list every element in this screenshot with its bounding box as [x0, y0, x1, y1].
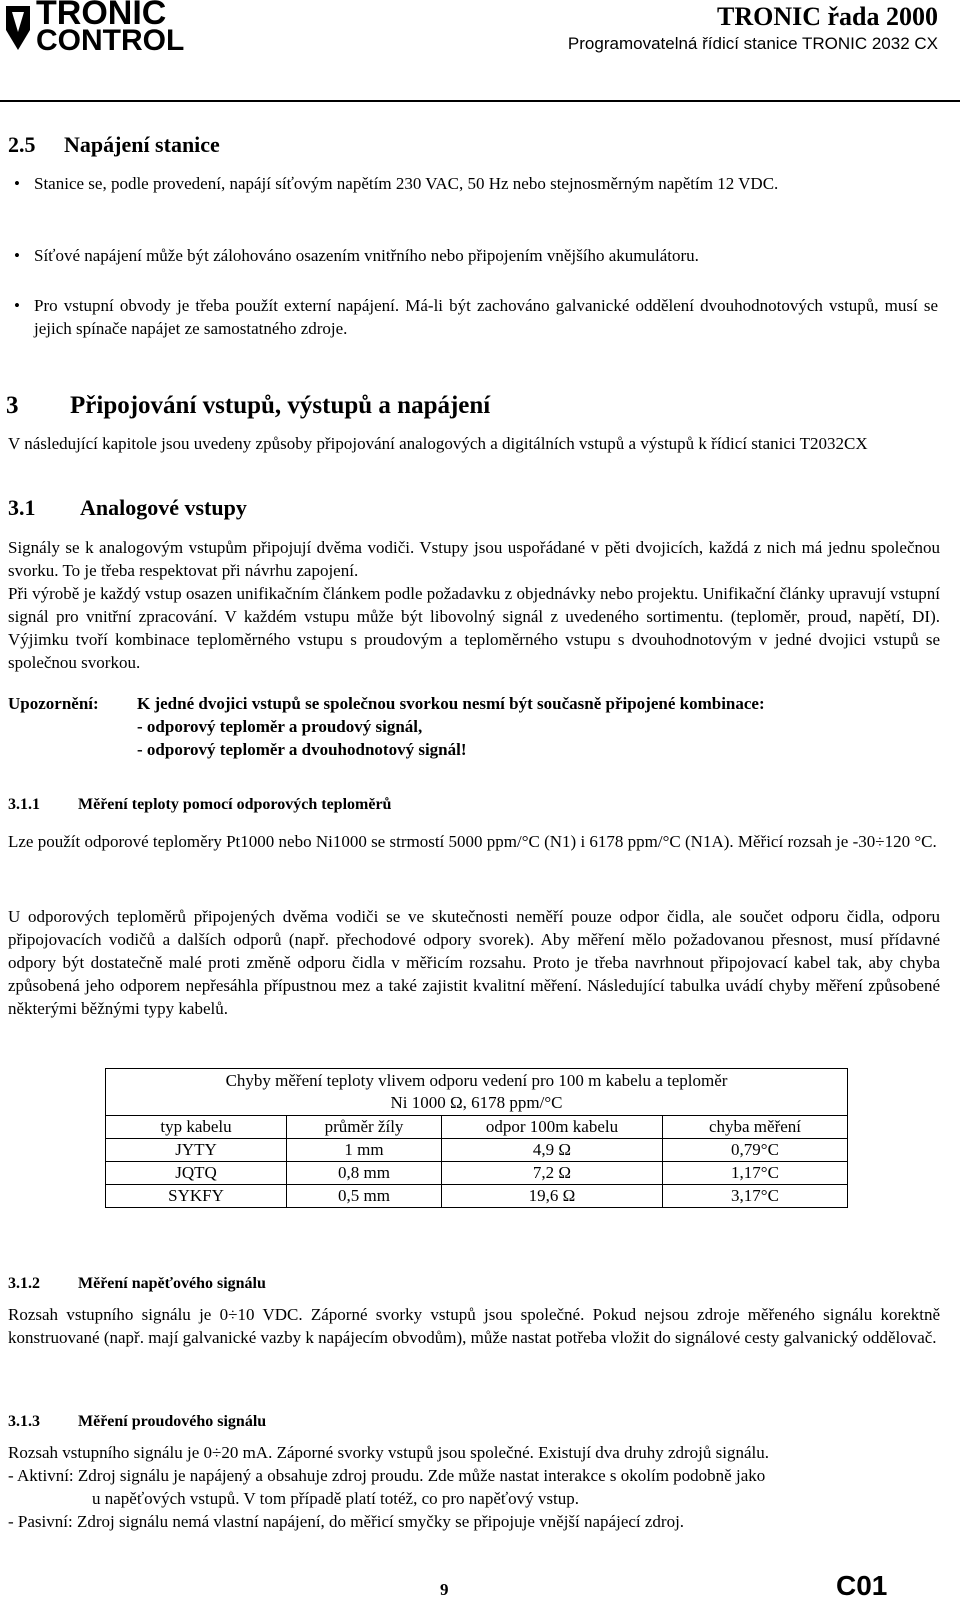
bullet-item: • Pro vstupní obvody je třeba použít externí napájení. Má-li být zachováno galvanické oddělení dvouhodnotových vstupů, musí se jejich spínače napájet ze samostatného zdroje.: [14, 296, 938, 338]
section-title: Napájení stanice: [64, 132, 220, 157]
warning-text: K jedné dvojici vstupů se společnou svorkou nesmí být současně připojené kombinace: - odporový teploměr a proudový signál, - odporový teploměr a dvouhodnotový signál!: [137, 694, 765, 759]
logo-text-tronic: TRONIC: [36, 0, 167, 32]
list-item-passive: - Pasivní: Zdroj signálu nemá vlastní napájení, do měřicí smyčky se připojuje vnější napájecí zdroj.: [8, 1512, 685, 1531]
subsection-number: 3.1.2: [8, 1275, 40, 1292]
paragraph: U odporových teploměrů připojených dvěma vodiči se ve skutečnosti neměří pouze odpor čidla, ale součet odporu čidla, odporu připojovacích vodičů a dalších odporů (např. přechodové odpory svorek). Aby měření mělo požadovanou přesnost, musí přídavné odpory být dostatečně malé proti změně odporu čidla v měřicím rozsahu. Proto je třeba navrhnout připojovací kabel tak, aby chyba způsobená jeho odporem nepřesáhla přípustnou mez a také zajistit kvalitní měření. Následující tabulka uvádí chyby měření způsobené některými běžnými typy kabelů.: [8, 907, 940, 1018]
chapter-title: Připojování vstupů, výstupů a napájení: [70, 392, 491, 419]
table-cell: 3,17°C: [663, 1185, 848, 1208]
column-header: odpor 100m kabelu: [442, 1116, 663, 1139]
table-cell: 0,8 mm: [287, 1162, 442, 1185]
section-number: 2.5: [8, 132, 36, 157]
document-code: C01: [836, 1570, 888, 1601]
table-cell: JYTY: [106, 1139, 287, 1162]
warning-label: Upozornění:: [8, 694, 99, 713]
subsection-title: Měření teploty pomocí odporových teploměrů: [78, 796, 392, 813]
section-number: 3.1: [8, 495, 36, 520]
column-header: průměr žíly: [287, 1116, 442, 1139]
table-row: [106, 1162, 848, 1185]
section-heading-2-5: [8, 132, 220, 158]
bullet-item: • Síťové napájení může být zálohováno osazením vnitřního nebo připojením vnějšího akumulátoru.: [14, 246, 699, 265]
subsection-number: 3.1.3: [8, 1413, 40, 1430]
bullet-item: • Stanice se, podle provedení, napájí síťovým napětím 230 VAC, 50 Hz nebo stejnosměrným napětím 12 VDC.: [14, 174, 779, 193]
bullet-icon: •: [14, 174, 20, 193]
chapter-number: 3: [6, 392, 19, 419]
header-subtitle: Programovatelná řídicí stanice TRONIC 2032 CX: [567, 34, 938, 53]
table-caption: Chyby měření teploty vlivem odporu vedení pro 100 m kabelu a teploměr Ni 1000 Ω, 6178 ppm/°C: [106, 1069, 848, 1116]
subsection-number: 3.1.1: [8, 796, 40, 813]
header-divider: [0, 100, 960, 102]
page-number: 9: [440, 1580, 449, 1599]
subsection-title: Měření napěťového signálu: [78, 1275, 266, 1292]
paragraph: Rozsah vstupního signálu je 0÷20 mA. Záporné svorky vstupů jsou společné. Existují dva druhy zdrojů signálu.: [8, 1443, 770, 1462]
table-cell: 1,17°C: [663, 1162, 848, 1185]
table-cell: 1 mm: [287, 1139, 442, 1162]
table-cell: 19,6 Ω: [442, 1185, 663, 1208]
bullet-icon: •: [14, 296, 20, 315]
table-header-row: [106, 1116, 848, 1139]
column-header: typ kabelu: [106, 1116, 287, 1139]
cable-error-table: [105, 1068, 848, 1208]
logo-mark-icon: [4, 2, 34, 54]
section-heading-3-1: [8, 495, 247, 521]
paragraph: Lze použít odporové teploměry Pt1000 nebo Ni1000 se strmostí 5000 ppm/°C (N1) i 6178 ppm/°C (N1A). Měřicí rozsah je -30÷120 °C.: [8, 832, 937, 851]
logo-text-control: CONTROL: [36, 24, 185, 57]
subsection-heading-3-1-2: [8, 1274, 266, 1294]
table-cell: 0,79°C: [663, 1139, 848, 1162]
subsection-heading-3-1-1: [8, 795, 391, 815]
paragraph: Rozsah vstupního signálu je 0÷10 VDC. Záporné svorky vstupů jsou společné. Pokud nejsou zdroje měřeného signálu korektně konstruované (např. mají galvanické vazby k napájecím obvodům), může nastat potřeba vložit do signálové cesty galvanický oddělovač.: [8, 1305, 940, 1347]
subsection-title: Měření proudového signálu: [78, 1413, 267, 1430]
table-row: [106, 1185, 848, 1208]
subsection-heading-3-1-3: [8, 1412, 266, 1432]
paragraph: Při výrobě je každý vstup osazen unifikačním článkem podle požadavku z objednávky nebo projektu. Unifikační články upravují vstupní signál pro vnitřní zpracování. V každém vstupu může být libovolný signál z uvedeného sortimentu. (teploměr, proud, napětí, DI). Výjimku tvoří kombinace teploměrného vstupu s proudovým a teploměrného vstupu s dvouhodnotovým v jedné dvojici vstupů se společnou svorkou.: [8, 584, 940, 672]
chapter-intro: V následující kapitole jsou uvedeny způsoby připojování analogových a digitálních vstupů a výstupů k řídicí stanici T2032CX: [8, 434, 868, 453]
table-cell: SYKFY: [106, 1185, 287, 1208]
table-row: [106, 1139, 848, 1162]
header-title: TRONIC řada 2000: [716, 2, 938, 31]
chapter-heading-3: [6, 391, 490, 421]
table-cell: 0,5 mm: [287, 1185, 442, 1208]
section-title: Analogové vstupy: [80, 495, 247, 520]
table-caption-row: [106, 1069, 848, 1116]
table-cell: 4,9 Ω: [442, 1139, 663, 1162]
table-cell: 7,2 Ω: [442, 1162, 663, 1185]
tronic-control-logo: [4, 0, 224, 55]
bullet-icon: •: [14, 246, 20, 265]
paragraph: Signály se k analogovým vstupům připojují dvěma vodiči. Vstupy jsou uspořádané v pěti dvojicích, každá z nich má jednu společnou svorku. To je třeba respektovat při návrhu zapojení.: [8, 538, 940, 580]
list-item-active: - Aktivní: Zdroj signálu je napájený a obsahuje zdroj proudu. Zde může nastat interakce s okolím podobně jako u napěťových vstupů. V tom případě platí totéž, co pro napěťový vstup.: [8, 1466, 766, 1508]
column-header: chyba měření: [663, 1116, 848, 1139]
table-cell: JQTQ: [106, 1162, 287, 1185]
